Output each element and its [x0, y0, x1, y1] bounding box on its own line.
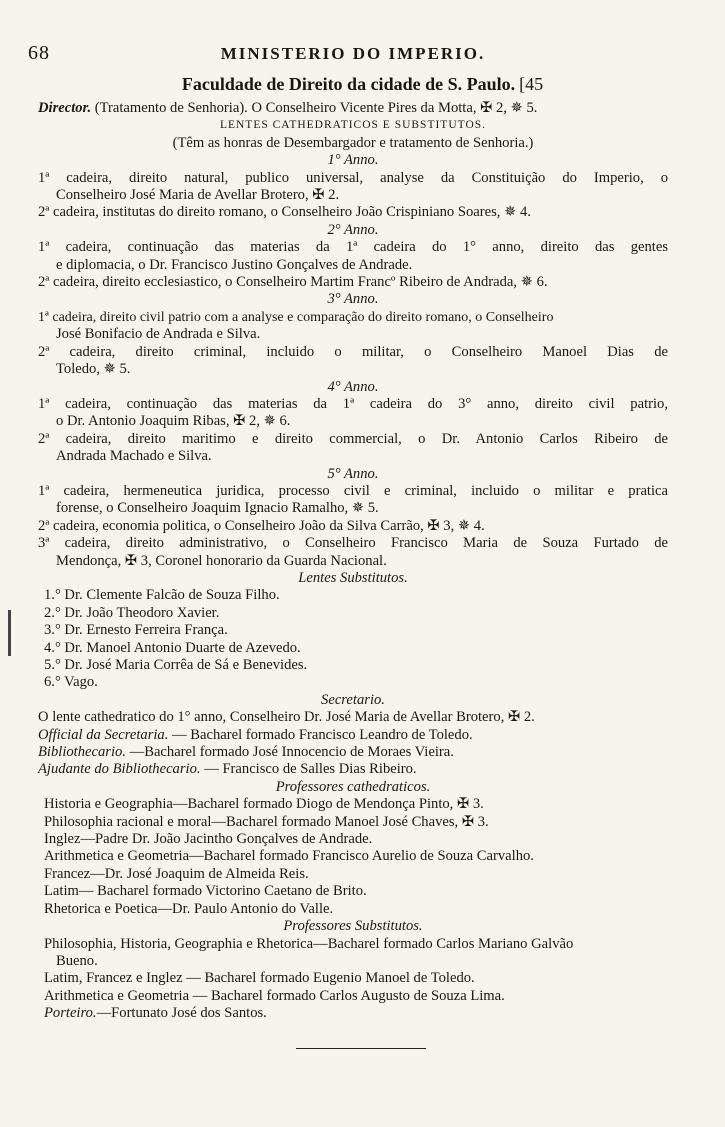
text-line: o Dr. Antonio Joaquim Ribas, ✠ 2, ✵ 6. [56, 413, 291, 430]
assistant-text: — Francisco de Salles Dias Ribeiro. [204, 761, 417, 778]
librarian-line [38, 744, 668, 761]
professors-heading: Professores cathedraticos. [275, 778, 431, 795]
list-item: Latim— Bacharel formado Victorino Caetano de Brito. [44, 883, 367, 900]
secretary-line: O lente cathedratico do 1° anno, Conselheiro Dr. José Maria de Avellar Brotero, ✠ 2. [38, 709, 535, 726]
year3-heading: 3° Anno. [327, 291, 379, 308]
honors-note: (Têm as honras de Desembargador e tratamento de Senhoria.) [172, 134, 534, 151]
assistant-label: Ajudante do Bibliothecario. [38, 761, 201, 778]
list-item: 6.° Vago. [44, 674, 98, 691]
list-item: Arithmetica e Geometria — Bacharel formado Carlos Augusto de Souza Lima. [44, 987, 505, 1004]
director-line [38, 100, 668, 117]
faculty-count: [45 [519, 74, 544, 94]
text-line: Toledo, ✵ 5. [56, 361, 131, 378]
list-item: Arithmetica e Geometria—Bacharel formado Francisco Aurelio de Souza Carvalho. [44, 848, 534, 865]
text-line: Andrada Machado e Silva. [56, 448, 212, 465]
list-item: Inglez—Padre Dr. João Jacintho Gonçalves de Andrade. [44, 831, 373, 848]
list-item: Historia e Geographia—Bacharel formado Diogo de Mendonça Pinto, ✠ 3. [44, 796, 484, 813]
substitutes-heading: Lentes Substitutos. [298, 569, 408, 586]
text-line: 1ª cadeira, continuação das materias da 1ª cadeira do 3° anno, direito civil patrio, [38, 395, 668, 412]
list-item: Philosophia racional e moral—Bacharel formado Manoel José Chaves, ✠ 3. [44, 813, 489, 830]
year5-heading: 5° Anno. [327, 465, 379, 482]
porter-line [38, 1005, 668, 1022]
librarian-text: —Bacharel formado José Innocencio de Moraes Vieira. [129, 744, 454, 761]
year2-heading: 2° Anno. [327, 221, 379, 238]
text-line: 2ª cadeira, direito criminal, incluido o militar, o Conselheiro Manoel Dias de [38, 343, 668, 360]
page-number: 68 [28, 42, 50, 64]
list-item: 1.° Dr. Clemente Falcão de Souza Filho. [44, 587, 280, 604]
document-body [38, 100, 668, 1023]
list-item: 4.° Dr. Manoel Antonio Duarte de Azevedo. [44, 639, 301, 656]
official-label: Official da Secretaria. [38, 726, 169, 743]
list-item: Rhetorica e Poetica—Dr. Paulo Antonio do Valle. [44, 900, 334, 917]
list-item: Latim, Francez e Inglez — Bacharel formado Eugenio Manoel de Toledo. [44, 970, 475, 987]
text-line: José Bonifacio de Andrada e Silva. [56, 326, 261, 343]
porter-label: Porteiro. [44, 1005, 97, 1022]
ministry-title: MINISTERIO DO IMPERIO. [220, 44, 486, 63]
secretariat-heading: Secretario. [321, 691, 385, 708]
director-text: (Tratamento de Senhoria). O Conselheiro Vicente Pires da Motta, ✠ 2, ✵ 5. [94, 100, 538, 116]
year4-heading: 4° Anno. [327, 378, 379, 395]
assistant-line [38, 761, 668, 778]
official-text: — Bacharel formado Francisco Leandro de Toledo. [172, 726, 473, 743]
list-item: Francez—Dr. José Joaquim de Almeida Reis. [44, 865, 309, 882]
faculty-title [0, 74, 725, 95]
text-line: e diplomacia, o Dr. Francisco Justino Gonçalves de Andrade. [56, 256, 413, 273]
list-item: 2.° Dr. João Theodoro Xavier. [44, 604, 220, 621]
text-line: 1ª cadeira, hermeneutica juridica, processo civil e criminal, incluido o militar e pratica [38, 482, 668, 499]
text-line: 1ª cadeira, direito natural, publico universal, analyse da Constituição do Imperio, o [38, 169, 668, 186]
official-line [38, 727, 668, 744]
list-item: 5.° Dr. José Maria Corrêa de Sá e Benevides. [44, 657, 308, 673]
librarian-label: Bibliothecario. [38, 744, 126, 761]
text-line: 1ª cadeira, direito civil patrio com a analyse e comparação do direito romano, o Conselheiro [38, 309, 554, 325]
text-line: 2ª cadeira, direito ecclesiastico, o Conselheiro Martim Francº Ribeiro de Andrada, ✵ 6. [38, 274, 548, 291]
closing-rule [296, 1048, 426, 1049]
director-label: Director. [38, 100, 92, 116]
prof-substitutes-heading: Professores Substitutos. [283, 918, 423, 935]
margin-mark [8, 610, 11, 656]
text-line: 3ª cadeira, direito administrativo, o Conselheiro Francisco Maria de Souza Furtado de [38, 535, 668, 552]
text-line: 2ª cadeira, direito maritimo e direito commercial, o Dr. Antonio Carlos Ribeiro de [38, 430, 668, 447]
text-line: 2ª cadeira, institutas do direito romano, o Conselheiro João Crispiniano Soares, ✵ 4. [38, 204, 531, 221]
list-item: Philosophia, Historia, Geographia e Rhetorica—Bacharel formado Carlos Mariano Galvão [44, 935, 574, 952]
faculty-name: Faculdade de Direito da cidade de S. Paulo. [181, 74, 516, 94]
text-line: 2ª cadeira, economia politica, o Conselheiro João da Silva Carrão, ✠ 3, ✵ 4. [38, 517, 485, 534]
page-header [28, 42, 678, 66]
list-item: 3.° Dr. Ernesto Ferreira França. [44, 622, 228, 639]
text-line: 1ª cadeira, continuação das materias da 1ª cadeira do 1° anno, direito das gentes [38, 239, 668, 256]
text-line: Conselheiro José Maria de Avellar Brotero, ✠ 2. [56, 187, 340, 204]
text-line: forense, o Conselheiro Joaquim Ignacio Ramalho, ✵ 5. [56, 500, 379, 517]
lentes-heading: LENTES CATHEDRATICOS E SUBSTITUTOS. [219, 119, 487, 132]
year1-heading: 1° Anno. [327, 152, 379, 169]
porter-text: —Fortunato José dos Santos. [96, 1005, 267, 1022]
text-line: Mendonça, ✠ 3, Coronel honorario da Guarda Nacional. [56, 552, 387, 569]
list-item: Bueno. [56, 952, 98, 969]
